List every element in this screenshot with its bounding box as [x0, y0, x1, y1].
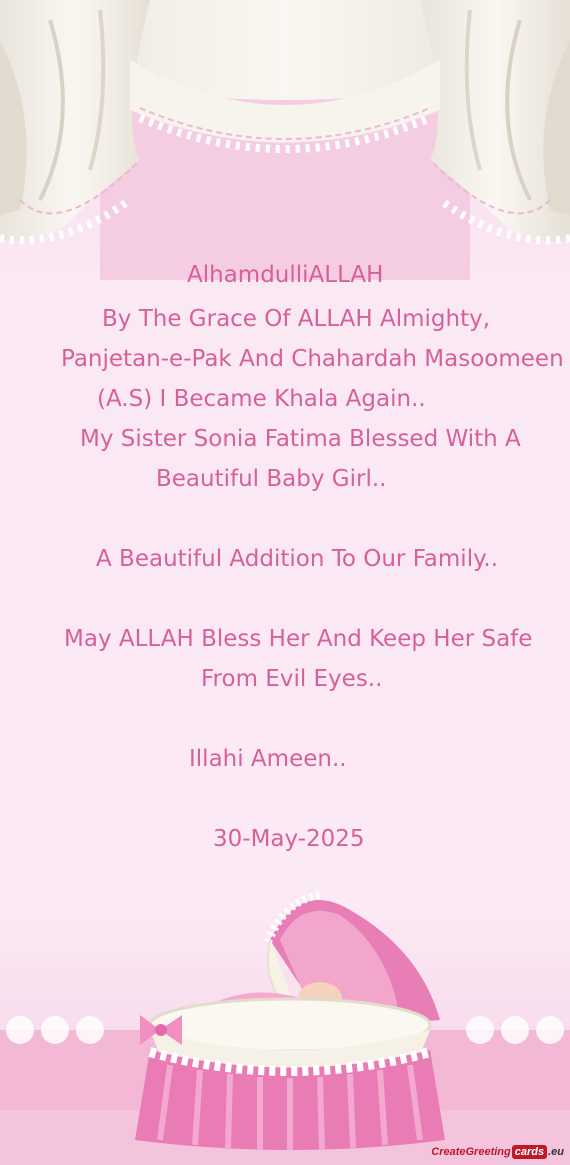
message-line: A Beautiful Addition To Our Family..: [96, 546, 499, 572]
message-line: From Evil Eyes..: [201, 666, 383, 692]
message-line: My Sister Sonia Fatima Blessed With A: [80, 426, 521, 452]
message-line: By The Grace Of ALLAH Almighty,: [102, 306, 491, 332]
logo-part-domain: .eu: [548, 1146, 564, 1158]
message-line: Beautiful Baby Girl..: [156, 466, 387, 492]
site-logo[interactable]: [431, 1145, 564, 1159]
date-line: 30-May-2025: [213, 826, 365, 852]
message-line: May ALLAH Bless Her And Keep Her Safe: [64, 626, 533, 652]
message-line: (A.S) I Became Khala Again..: [97, 386, 426, 412]
logo-part-create: CreateGreeting: [431, 1146, 511, 1158]
curtain-illustration: [0, 0, 570, 280]
logo-part-cards: cards: [512, 1145, 547, 1159]
cradle-illustration: [0, 880, 570, 1165]
message-line: Illahi Ameen..: [189, 746, 347, 772]
message-line: Panjetan-e-Pak And Chahardah Masoomeen: [61, 346, 564, 372]
heading-line: AlhamdulliALLAH: [187, 262, 384, 288]
